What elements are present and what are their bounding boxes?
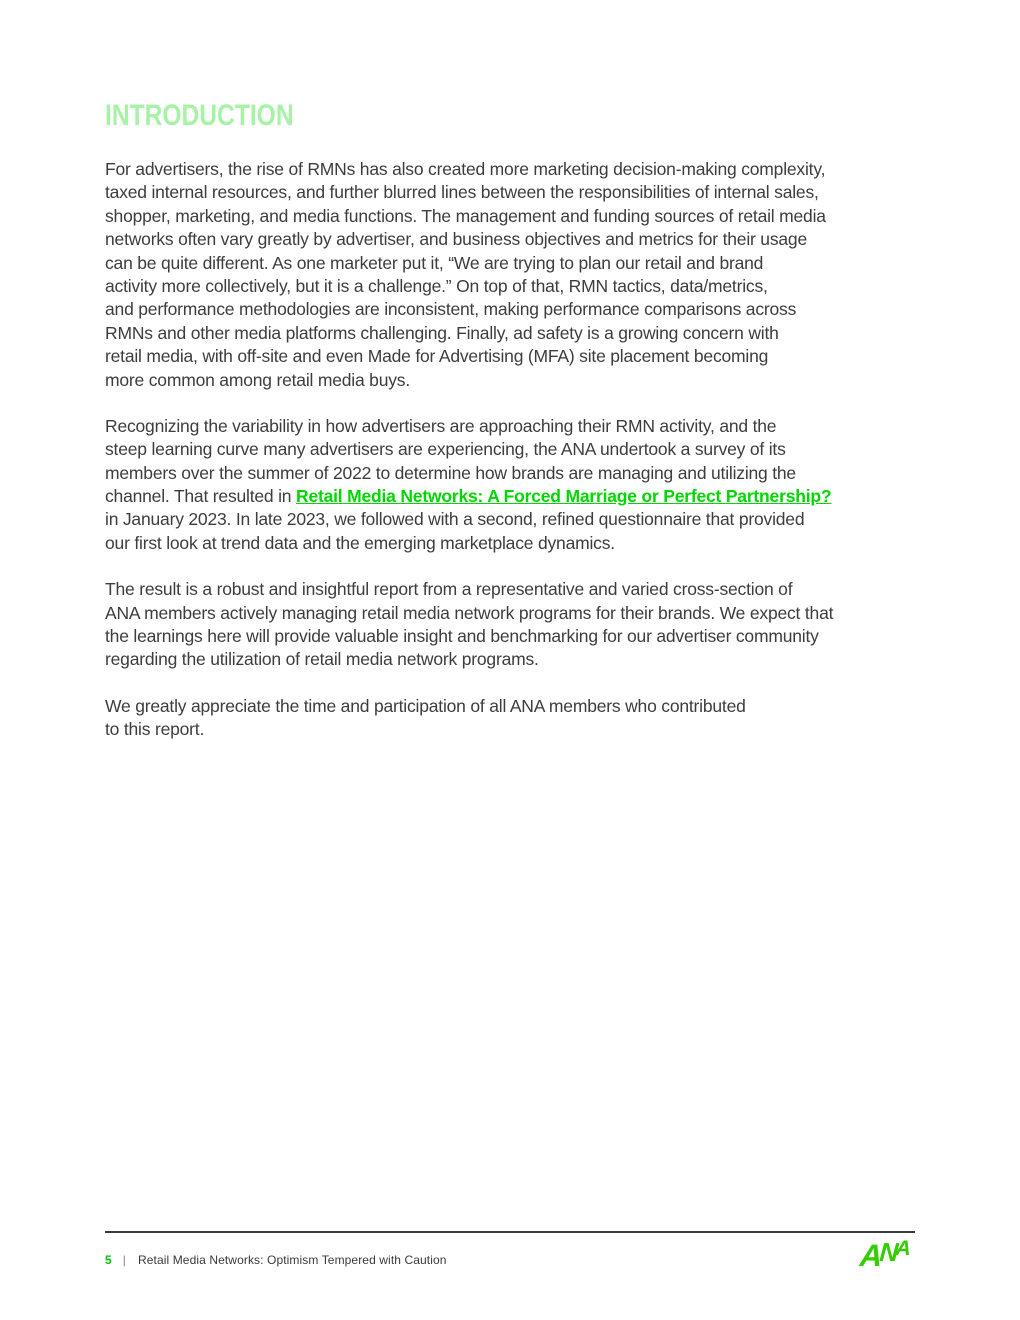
ana-logo: [859, 1238, 909, 1274]
text-line: [105, 415, 920, 438]
text-segment: more common among retail media buys.: [105, 369, 411, 390]
text-segment: the learnings here will provide valuable insight and benchmarking for our advertiser community: [105, 626, 819, 647]
text-segment: activity more collectively, but it is a challenge.” On top of that, RMN tactics, data/metrics,: [105, 275, 768, 296]
paragraph: [105, 695, 920, 742]
text-segment: can be quite different. As one marketer put it, “We are trying to plan our retail and brand: [105, 252, 764, 273]
paragraph: [105, 158, 920, 392]
text-segment: For advertisers, the rise of RMNs has also created more marketing decision-making complexity,: [105, 159, 826, 179]
body-copy: [105, 158, 920, 742]
text-line: [105, 181, 920, 204]
text-segment: The result is a robust and insightful report from a representative and varied cross-section of: [105, 579, 793, 600]
text-segment: steep learning curve many advertisers are experiencing, the ANA undertook a survey of its: [105, 439, 786, 460]
text-line: [105, 345, 920, 368]
text-line: [105, 228, 920, 251]
paragraph: [105, 578, 920, 672]
text-line: [105, 462, 920, 485]
report-link[interactable]: Retail Media Networks: A Forced Marriage or Perfect Partnership?: [296, 486, 832, 507]
text-line: [105, 485, 920, 508]
text-segment: in January 2023. In late 2023, we followed with a second, refined questionnaire that provided: [105, 509, 805, 530]
text-line: [105, 438, 920, 461]
text-line: [105, 275, 920, 298]
page-content: [105, 100, 920, 765]
text-line: [105, 648, 920, 671]
text-segment: regarding the utilization of retail media network programs.: [105, 649, 539, 670]
footer-rule: [105, 1231, 915, 1233]
footer: [105, 1253, 447, 1267]
text-line: [105, 532, 920, 555]
paragraph: [105, 415, 920, 555]
text-line: [105, 298, 920, 321]
text-segment: and performance methodologies are inconsistent, making performance comparisons across: [105, 299, 797, 320]
text-segment: members over the summer of 2022 to determine how brands are managing and utilizing the: [105, 462, 796, 483]
text-line: [105, 602, 920, 625]
footer-separator: |: [122, 1253, 126, 1267]
text-segment: taxed internal resources, and further blurred lines between the responsibilities of internal sales,: [105, 182, 819, 203]
ana-logo-letter: A: [858, 1238, 881, 1273]
ana-logo-letter: A: [894, 1237, 909, 1260]
text-line: [105, 718, 920, 741]
page-title: INTRODUCTION: [105, 99, 294, 132]
text-segment: Recognizing the variability in how advertisers are approaching their RMN activity, and the: [105, 415, 777, 436]
text-segment: retail media, with off-site and even Made for Advertising (MFA) site placement becoming: [105, 346, 769, 367]
text-line: [105, 508, 920, 531]
text-line: [105, 322, 920, 345]
text-segment: We greatly appreciate the time and participation of all ANA members who contributed: [105, 695, 746, 716]
text-line: [105, 695, 920, 718]
text-line: [105, 625, 920, 648]
text-segment: channel. That resulted in: [105, 486, 296, 507]
page-number: 5: [105, 1253, 112, 1267]
text-segment: our first look at trend data and the emerging marketplace dynamics.: [105, 532, 615, 553]
footer-title: Retail Media Networks: Optimism Tempered with Caution: [138, 1253, 447, 1267]
text-segment: to this report.: [105, 719, 205, 740]
text-segment: RMNs and other media platforms challenging. Finally, ad safety is a growing concern with: [105, 322, 779, 343]
text-line: [105, 158, 920, 181]
ana-logo-letter: N: [878, 1237, 897, 1267]
text-line: [105, 578, 920, 601]
text-segment: ANA members actively managing retail media network programs for their brands. We expect that: [105, 602, 834, 623]
text-segment: shopper, marketing, and media functions. The management and funding sources of retail media: [105, 205, 826, 226]
text-segment: networks often vary greatly by advertiser, and business objectives and metrics for their usage: [105, 229, 807, 250]
text-line: [105, 252, 920, 275]
text-line: [105, 369, 920, 392]
text-line: [105, 205, 920, 228]
